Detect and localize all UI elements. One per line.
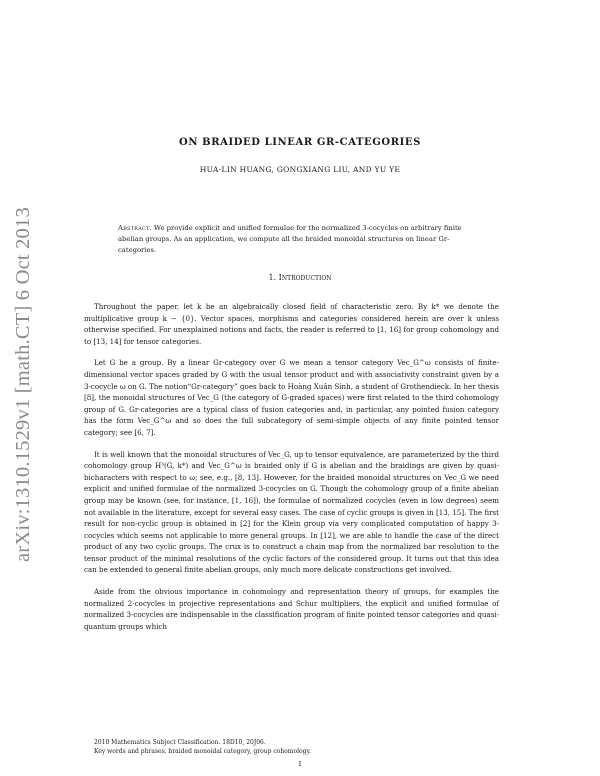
paper-title: ON BRAIDED LINEAR GR-CATEGORIES — [179, 137, 421, 148]
abstract-label: Abstract. — [118, 224, 152, 232]
paragraph: Aside from the obvious importance in cohomology and representation theory of groups, for examples the normalized 2-cocycles in projective representations and Schur multipliers, the explicit and unified formulae of normalized 3-cocycles are indispensable in the classification program of finite pointed tensor categories and quasi-quantum groups which — [84, 587, 499, 631]
author-list: HUA-LIN HUANG, GONGXIANG LIU, AND YU YE — [199, 165, 401, 174]
section-title: Introduction — [278, 273, 332, 282]
paragraph: Throughout the paper, let k be an algebraically closed field of characteristic zero. By k* we denote the multiplicative group k − {0}. Vector spaces, morphisms and categories considered herein are over k unless otherwise specified. For unexplained notions and facts, the reader is referred to [1, 16] for group cohomology and to [13, 14] for tensor categories. — [84, 302, 499, 346]
section-heading — [0, 273, 600, 282]
paragraph: Let G be a group. By a linear Gr-category over G we mean a tensor category Vec_G^ω consists of finite-dimensional vector spaces graded by G with the usual tensor product and with associativity constraint given by a 3-cocycle ω on G. The notion“Gr-category” goes back to Hoàng Xuân Sính, a student of Grothendieck. In her thesis [8], the monoidal structures of Vec_G (the category of G-graded spaces) were first related to the third cohomology group of G. Gr-categories are a typical class of fusion categories and, in particular, any pointed fusion category has the form Vec_G^ω and so does the full subcategory of semi-simple objects of any finite pointed tensor category; see [6, 7]. — [84, 358, 499, 437]
footnote-keywords: Key words and phrases. braided monoidal category, group cohomology. — [94, 748, 311, 755]
footnote-msc: 2010 Mathematics Subject Classification. 18D10, 20J06. — [94, 739, 266, 746]
body-text — [84, 301, 499, 642]
abstract — [118, 223, 483, 256]
page-number: 1 — [297, 760, 303, 768]
abstract-text: We provide explicit and unified formulae for the normalized 3-cocycles on arbitrary finite abelian groups. As an application, we compute all the braided monoidal structures on linear Gr-categories. — [118, 224, 462, 254]
paragraph: It is well known that the monoidal structures of Vec_G, up to tensor equivalence, are parameterized by the third cohomology group H³(G, k*) and Vec_G^ω is braided only if G is abelian and the braidings are given by quasi-bicharacters with respect to ω; see, e.g., [8, 13]. However, for the braided monoidal structures on Vec_G we need explicit and unified formulae of the normalized 3-cocycles on G. Though the cohomology group of a finite abelian group may be known (see, for instance, [1, 16]), the formulae of normalized cocycles (even in low degrees) seem not available in the literature, except for several easy cases. The case of cyclic groups is given in [13, 15]. The first result for non-cyclic group is obtained in [2] for the Klein group via very complicated computation of happy 3-cocycles which seems not applicable to more general groups. In [12], we are able to handle the case of the direct product of any two cyclic groups. The crux is to construct a chain map from the normalized bar resolution to the tensor product of the minimal resolutions of the cyclic factors of the considered group. It turns out that this idea can be extended to general finite abelian groups, only much more delicate constructions get involved. — [84, 449, 499, 575]
arxiv-identifier-stamp: arXiv:1310.1529v1 [math.CT] 6 Oct 2013 — [12, 207, 34, 562]
footnotes — [84, 738, 499, 756]
section-number: 1. — [268, 273, 277, 282]
